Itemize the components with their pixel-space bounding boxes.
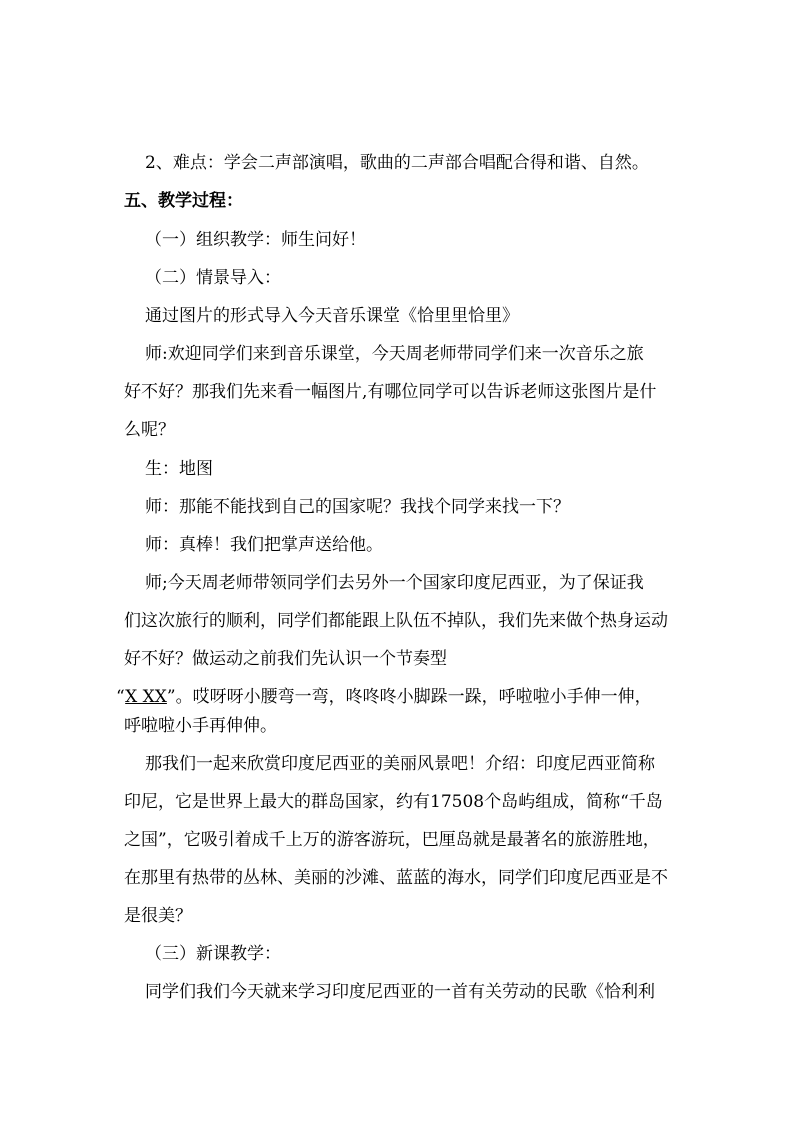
paragraph-line: 通过图片的形式导入今天音乐课堂《恰里里恰里》 (145, 306, 519, 326)
paragraph-line: 们这次旅行的顺利，同学们都能跟上队伍不掉队，我们先来做个热身运动 (124, 611, 668, 631)
paragraph-line: 师;今天周老师带领同学们去另外一个国家印度尼西亚，为了保证我 (145, 573, 644, 593)
rhythm-pattern: X XX (125, 687, 167, 707)
paragraph-line: 印尼，它是世界上最大的群岛国家，约有17508个岛屿组成，简称“千岛 (124, 792, 663, 812)
paragraph-line: 是很美？ (124, 906, 192, 926)
section-heading-teaching-process: 五、教学过程： (124, 191, 243, 211)
paragraph-line: 同学们我们今天就来学习印度尼西亚的一首有关劳动的民歌《恰利利 (145, 982, 655, 1002)
paragraph-line: 么呢？ (124, 420, 175, 440)
paragraph-line: 师：真棒！我们把掌声送给他。 (145, 535, 383, 555)
paragraph-line: 呼啦啦小手再伸伸。 (124, 716, 277, 736)
paragraph-line: 那我们一起来欣赏印度尼西亚的美丽风景吧！介绍：印度尼西亚简称 (145, 754, 655, 774)
paragraph-line: 之国”，它吸引着成千上万的游客游玩，巴厘岛就是最著名的旅游胜地， (124, 830, 660, 850)
paragraph-line: 师：那能不能找到自己的国家呢？我找个同学来找一下？ (145, 497, 570, 517)
paragraph-line: 好不好？那我们先来看一幅图片,有哪位同学可以告诉老师这张图片是什 (124, 382, 657, 402)
paragraph-line: 生：地图 (145, 459, 213, 479)
rhythm-open-quote: “ (116, 687, 126, 707)
subsection-new-lesson: （三）新课教学： (145, 944, 281, 964)
paragraph-line: 在那里有热带的丛林、美丽的沙滩、蓝蓝的海水，同学们印度尼西亚是不 (124, 868, 668, 888)
rhythm-line-text: ”。哎呀呀小腰弯一弯，咚咚咚小脚跺一跺，呼啦啦小手伸一伸， (166, 687, 652, 707)
paragraph-line: 师:欢迎同学们来到音乐课堂，今天周老师带同学们来一次音乐之旅 (145, 344, 644, 364)
subsection-organize-teaching: （一）组织教学：师生问好！ (145, 230, 366, 250)
rhythm-line (116, 686, 652, 708)
paragraph-line: 好不好？做运动之前我们先认识一个节奏型 (124, 649, 447, 669)
difficulty-point: 2、难点：学会二声部演唱，歌曲的二声部合唱配合得和谐、自然。 (145, 153, 649, 173)
subsection-scene-intro: （二）情景导入： (145, 268, 281, 288)
